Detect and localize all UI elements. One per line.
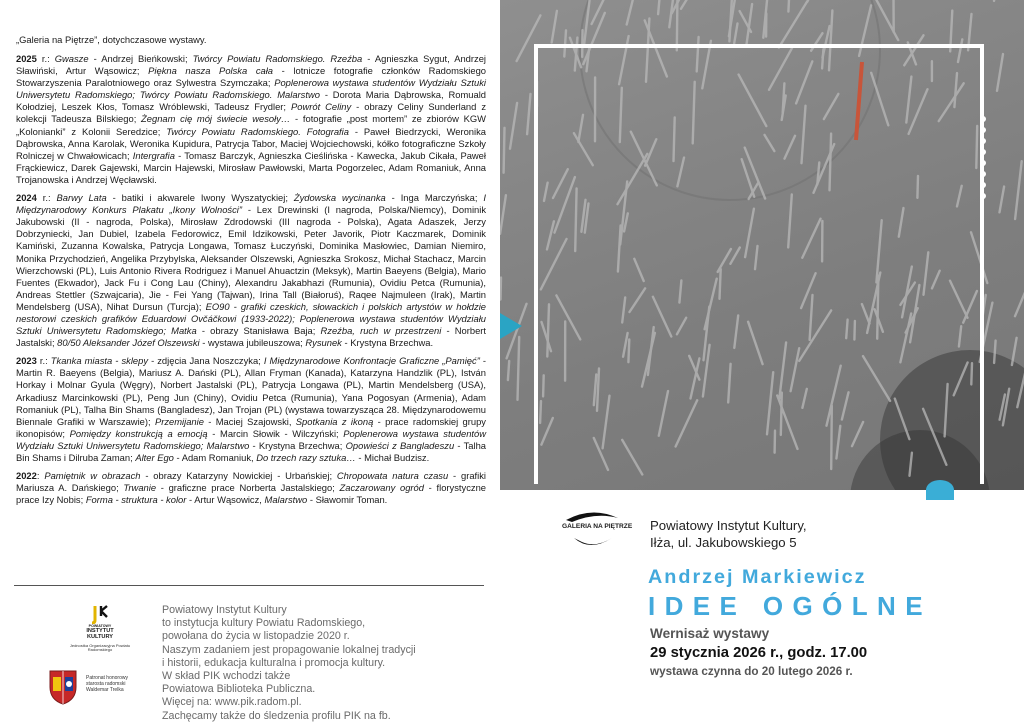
dot <box>980 127 986 133</box>
exhibition-artists-text: - obrazy Celiny Sunderland z kolekcji Tadeusza Bilskiego; <box>16 101 487 125</box>
exhibition-title-text: Żegnam cię mój świecie wesoły… <box>141 113 291 125</box>
exhibition-artists-text: - Marcin Słowik - Wilczyński; <box>207 427 344 439</box>
exhibition-title-text: Powrót Celiny <box>291 101 352 113</box>
decorative-dots <box>980 116 986 206</box>
pik-logo <box>60 604 140 660</box>
about-line: Powiatowa Biblioteka Publiczna. <box>162 683 316 696</box>
engraved-stroke <box>997 54 1003 91</box>
history-year: 2024 <box>16 192 37 204</box>
engraved-stroke <box>504 128 505 173</box>
engraved-stroke <box>1000 187 1005 213</box>
exhibition-history-panel <box>0 0 500 726</box>
exhibition-title-text: Żydowska wycinanka <box>293 192 386 204</box>
exhibition-artists-text: - florystyczne prace Izy Nobis; <box>16 482 487 506</box>
exhibition-title-text: Zaczarowany ogród <box>339 482 424 494</box>
exhibition-artists-text: - Sławomir Toman. <box>307 494 388 506</box>
engraved-stroke <box>518 337 520 400</box>
vernissage-label: Wernisaż wystawy <box>650 626 770 641</box>
engraved-stroke <box>677 1 678 51</box>
engraved-stroke <box>508 361 509 380</box>
pik-logo-tag: POWIATOWY <box>88 624 112 628</box>
exhibition-title: IDEE OGÓLNE <box>648 591 932 621</box>
exhibition-title-text: I Międzynarodowy Konkurs Plakatu „Ikony Wolności” <box>16 192 486 216</box>
dot <box>980 171 986 177</box>
engraved-stroke <box>501 278 502 300</box>
vernissage-date: 29 stycznia 2026 r., godz. 17.00 <box>650 645 868 661</box>
exhibition-title-text: Malarstwo <box>264 494 308 506</box>
venue <box>650 517 807 551</box>
history-year-entry <box>16 192 486 349</box>
engraved-stroke <box>788 0 790 12</box>
exhibition-title-text: Twórcy Powiatu Radomskiego. Rzeźba <box>192 53 363 64</box>
exhibition-artists-text: - fotografie „post mortem” ze zbiorów KGW „Kolonianki” z Kolonii Seredzice; <box>16 113 486 137</box>
exhibition-artists-text: - prace radomskiej grupy ikonopisów; <box>16 415 486 439</box>
engraved-stroke <box>627 0 635 25</box>
exhibition-artists-text: - Krystyna Brzechwa; <box>249 439 346 451</box>
dot <box>980 182 986 188</box>
exhibition-title-text: Alter Ego <box>135 452 174 463</box>
exhibition-title-text: 80/50 Aleksander Józef Olszewski <box>57 337 200 349</box>
exhibition-artists-text: - graficzne prace Norberta Jastalskiego; <box>156 482 340 494</box>
patronage-line: Waldemar Trelka <box>86 687 124 694</box>
engraved-stroke <box>779 2 807 48</box>
exhibition-title-text: Rzeźba, ruch w przestrzeni <box>320 325 442 337</box>
dot <box>980 116 986 122</box>
engraved-stroke <box>658 0 662 14</box>
history-year-suffix: r.: <box>36 192 57 204</box>
exhibition-title-text: EO90 - grafiki czeskich, słowackich i polskich artystów w hołdzie nestorowi czeskich grafików Eduardowi Ovčáčkowi (1933-2022); Poplenerowa wystawa studentów Wydziału Sztuki Uniwersytetu Radomskiego; Matka <box>16 300 486 337</box>
exhibition-artists-text: - Krystyna Brzechwa. <box>341 337 434 349</box>
exhibition-title-text: Rysunek <box>305 337 342 349</box>
open-until: wystawa czynna do 20 lutego 2026 r. <box>650 665 853 678</box>
exhibition-title-text: I Międzynarodowe Konfrontacje Graficzne „Pamięć” <box>263 355 480 367</box>
patronage-line: Patronat honorowy <box>86 675 128 681</box>
exhibition-artists-text: - Maciej Szajowski, <box>203 415 296 427</box>
exhibition-title-text: Twórcy Powiatu Radomskiego. Fotografia <box>166 125 349 137</box>
pik-logo-name-2: KULTURY <box>86 634 114 640</box>
pik-logo-icon <box>89 604 111 624</box>
engraved-stroke <box>807 0 819 2</box>
exhibition-title-text: Piękna nasza Polska cała <box>148 65 274 77</box>
exhibition-artists-text: - Martin R. Baeyens (Belgia), Mariusz A. Dański (PL), Allan Fryman (Kanada), Katarzyna Handzlik (PL), István Horkay i Molnar Gyula (Węgry), Norbert Jastalski (PL), Patrycja Longawa (PL), Martin Mendelsberg (USA), Arkadiusz Marcinkowski (PL), Peng Jun (Chiny), Ovidiu Petca (Rumunia), Yana Pogosyan (Armenia), Adam Romaniuk (PL), Talha Bin Shams (Bangladesz), Jan Trojan (PL) (wystawa towarzysząca 28. Międzynarodowemu Biennale Grafiki w Warszawie); <box>16 355 487 427</box>
history-year-suffix: r.: <box>36 53 55 64</box>
dot <box>980 149 986 155</box>
engraved-stroke <box>994 341 996 363</box>
about-line: Zachęcamy także do śledzenia profilu PIK na fb. <box>162 709 391 722</box>
about-line: Więcej na: www.pik.radom.pl. <box>162 696 302 709</box>
about-line: Naszym zadaniem jest propagowanie lokalnej tradycji <box>162 643 416 656</box>
dot <box>980 160 986 166</box>
pik-logo-name-1: INSTYTUT <box>86 628 114 634</box>
about-line: Powiatowy Instytut Kultury <box>162 604 287 616</box>
about-line: W skład PIK wchodzi także <box>162 670 291 683</box>
history-year-entry <box>16 53 486 186</box>
venue-line-2: Iłża, ul. Jakubowskiego 5 <box>650 535 797 550</box>
exhibition-artists-text: - Lex Drewinski (I nagroda, Polska/Niemcy), Dominik Jakubowski (II - nagroda, Polska), Mirosław Zdrodowski (III nagroda - Polska), Agata Adaszek, Jerzy Dobrzyniecki, Jan Dubiel, Izabela Fedorowicz, Emil Idzikowski, Peter Javorik, Piotr Kaczmarek, Dominik Kamiński, Zuzanna Kowalska, Patrycja Longawa, Tomasz Łuczyński, Dominika Masłowiec, Damian Niemiro, Monika Przychodzień, Angelika Przybylska, Aleksander Olszewski, Agnieszka Srokosz, Michał Stachacz, Marcin Wierzchowski (PL), Luis Antonio Rivera Rodriguez i Manuel Ahuactzin (Meksyk), Martin Baeyens (Belgia), Mario Fuentes (Ekwador), Jack Fu i Cong Lau (Chiny), Alexandru Jakabhazi (Rumunia), Ovidiu Petca (Rumunia), Andreas Stettler (Szwajcaria), Jie - Fei Yang (Tajwan), Irina Tall (Białoruś), Raqee Najmuleen (Irak), Martin Mendelsberg (USA), Nihat Dursun (Turcja); <box>16 204 487 312</box>
exhibition-artists-text: - Talha Bin Shams i Dilruba Zaman; <box>16 439 487 463</box>
institute-description <box>162 604 482 723</box>
exhibition-title-text: Gwasze <box>54 53 89 64</box>
exhibition-artists-text: - Adam Romaniuk, <box>173 452 257 463</box>
exhibition-title-text: Spotkania z ikoną <box>295 415 374 427</box>
engraved-stroke <box>1015 161 1022 219</box>
exhibition-title-text: Tkanka miasta - sklepy <box>50 355 149 367</box>
patronage-block <box>48 669 168 709</box>
exhibition-artists-text: - wystawa jubileuszowa; <box>199 337 306 349</box>
exhibition-artists-text: - Inga Marczyńska; <box>385 192 484 204</box>
artwork-frame <box>534 44 984 484</box>
teal-triangle <box>500 313 522 339</box>
exhibition-artists-text: - zdjęcia Jana Noszczyka; <box>148 355 264 367</box>
engraved-stroke <box>500 195 506 234</box>
exhibition-artists-text: - obrazy Stanisława Baja; <box>196 325 321 337</box>
venue-line-1: Powiatowy Instytut Kultury, <box>650 518 807 533</box>
gallery-swoosh-icon <box>556 508 628 558</box>
history-year: 2025 <box>16 53 37 64</box>
exhibition-artists-text: - Norbert Jastalski; <box>16 325 487 349</box>
about-line: i historii, edukacja kulturalna i promocja kultury. <box>162 656 386 669</box>
exhibition-history-list <box>16 53 486 512</box>
history-intro: „Galeria na Piętrze”, dotychczasowe wystawy. <box>16 34 207 45</box>
gallery-logo <box>556 508 633 558</box>
engraved-stroke <box>527 94 530 134</box>
exhibition-artists-text: - Dorota Maria Dąbrowska, Romuald Kołodziej, Leszek Kłos, Tomasz Wróblewski, Tadeusz Frydler; <box>16 89 486 113</box>
history-year-suffix: r.: <box>36 355 51 367</box>
engraved-stroke <box>681 0 697 9</box>
divider <box>14 585 484 586</box>
exhibition-title-text: Forma - struktura - kolor <box>85 494 187 506</box>
engraved-stroke <box>510 103 517 149</box>
engraved-stroke <box>552 11 557 43</box>
exhibition-artists-text: - batiki i akwarele Iwony Wyszatyckiej; <box>106 192 294 204</box>
about-line: to instytucja kultury Powiatu Radomskiego, <box>162 617 366 630</box>
exhibition-title-text: Intergrafia <box>132 149 175 161</box>
exhibition-title-text: Do trzech razy sztuka… <box>256 452 356 463</box>
history-year-entry <box>16 355 486 464</box>
exhibition-artists-text: - Michał Budzisz. <box>355 452 430 463</box>
county-crest-icon <box>48 669 78 705</box>
history-year-entry <box>16 470 486 506</box>
history-year: 2023 <box>16 355 37 367</box>
engraved-stroke <box>1015 293 1024 316</box>
history-year: 2022 <box>16 470 37 482</box>
exhibition-title-text: Opowieści z Bangladeszu <box>345 439 455 451</box>
exhibition-title-text: Trwanie <box>123 482 157 494</box>
about-line: powołana do życia w listopadzie 2020 r. <box>162 630 350 643</box>
exhibition-title-text: Pamiętnik w obrazach <box>44 470 141 482</box>
gallery-logo-text: GALERIA NA PIĘTRZE <box>562 523 633 530</box>
engraved-stroke <box>1012 338 1017 365</box>
exhibition-artists-text: - Tomasz Barczyk, Agnieszka Cieślińska - Kawecka, Jakub Cikała, Paweł Frąckiewicz, Darek Gajewski, Marcin Hajewski, Mirosław Pawłowski, Marta Pogorzelec, Adam Romaniuk, Anna Trojanowska i Andrzej Węcławski. <box>16 149 486 185</box>
exhibition-title-text: Przemijanie <box>154 415 204 427</box>
exhibition-artists-text: - Andrzej Bieńkowski; <box>88 53 193 64</box>
dot <box>980 193 986 199</box>
history-year-suffix: : <box>36 470 45 482</box>
engraved-stroke <box>994 0 1001 1</box>
artist-name: Andrzej Markiewicz <box>648 566 867 588</box>
blue-semicircle <box>926 480 954 500</box>
exhibition-artists-text: - lotnicze fotografie członków Radomskiego Stowarzyszenia Paralotniowego oraz Sylwestra Szymczaka; <box>16 65 487 89</box>
exhibition-artists-text: - Paweł Biedrzycki, Weronika Dąbrowska, Anna Karolak, Weronika Kupidura, Patrycja Tabor, Maciej Wojciechowski, kółko fotograficzne Szkoły Rolniczej w Chwałowicach; <box>16 125 486 161</box>
exhibition-title-text: Chropowata natura czasu <box>336 470 449 482</box>
dot <box>980 138 986 144</box>
exhibition-title-text: Barwy Lata <box>56 192 107 204</box>
pik-logo-subtitle: Jednostka Organizacyjna Powiatu Radomskiego <box>69 643 131 652</box>
exhibition-artists-text: - obrazy Katarzyny Nowickiej - Urbańskiej; <box>140 470 337 482</box>
exhibition-artists-text: - grafiki Mariusza A. Dańskiego; <box>16 470 486 494</box>
engraved-stroke <box>734 23 737 43</box>
exhibition-title-text: Poplenerowa wystawa studentów Wydziału Sztuki Uniwersytetu Radomskiego; Malarstwo <box>16 427 487 451</box>
patronage-line: starosta radomski <box>86 681 126 688</box>
exhibition-artists-text: - Artur Wąsowicz, <box>186 494 265 506</box>
exhibition-title-text: Poplenerowa wystawa studentów Wydziału Sztuki Uniwersytetu Radomskiego; Twórcy Powiatu Radomskiego. Malarstwo <box>16 77 487 101</box>
exhibition-artists-text: - Agnieszka Sygut, Andrzej Sławiński, Artur Wąsowicz; <box>16 53 487 77</box>
exhibition-title-text: Pomiędzy konstrukcją a emocją <box>69 427 208 439</box>
